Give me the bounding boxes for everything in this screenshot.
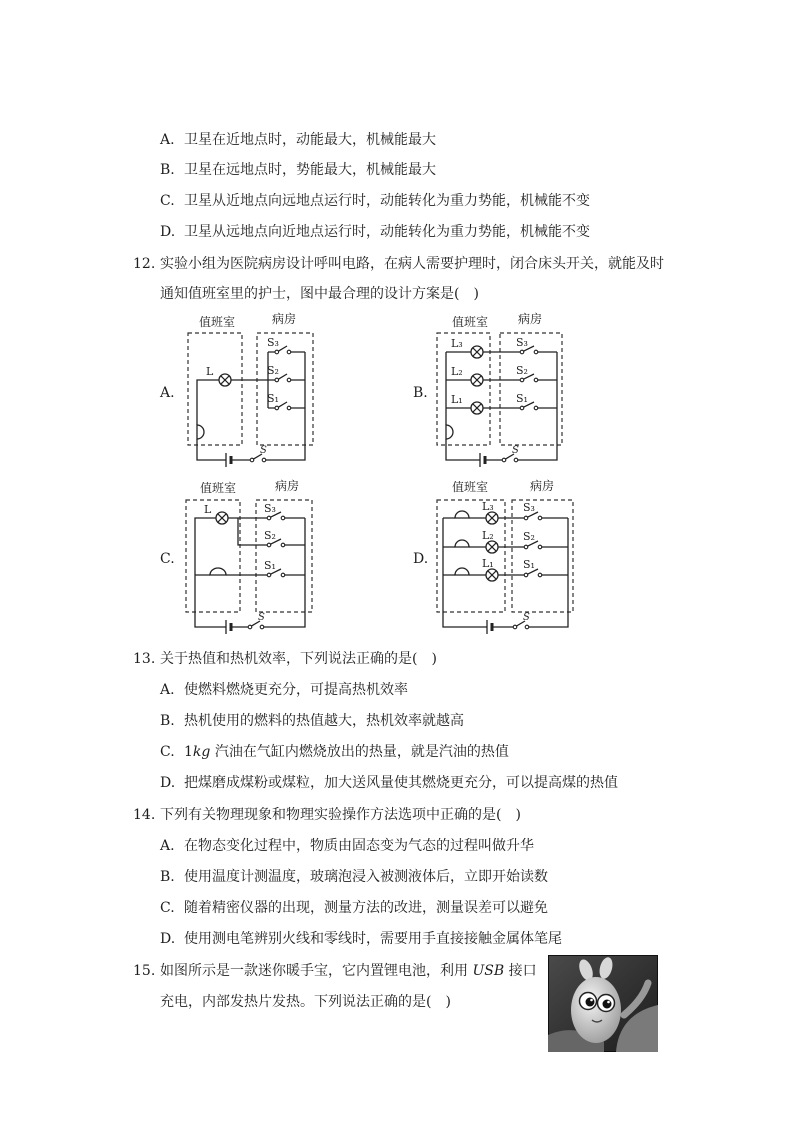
option-label: C. xyxy=(160,744,175,760)
switch-label: S₃ xyxy=(264,502,276,515)
diagram-label-b: B. xyxy=(413,385,428,401)
option-text: 使燃料燃烧更充分，可提高热机效率 xyxy=(184,682,408,698)
ward-label: 病房 xyxy=(271,312,297,326)
option-text: 使用温度计测温度，玻璃泡浸入被测液体后，立即开始读数 xyxy=(184,869,548,885)
stem-text: 接口 xyxy=(504,963,537,979)
option-text: 卫星在近地点时，动能最大，机械能最大 xyxy=(184,132,436,148)
switch-label: S₃ xyxy=(523,501,535,514)
main-switch-label: S xyxy=(260,445,267,456)
option-label: B. xyxy=(160,162,175,178)
question-number: 13. xyxy=(133,651,156,667)
lamp-label: L₃ xyxy=(451,337,463,350)
bell-icon xyxy=(197,425,204,439)
bell-icon xyxy=(455,511,469,518)
main-switch-label: S xyxy=(512,445,519,456)
option-label: A. xyxy=(160,682,175,698)
q14-stem: 下列有关物理现象和物理实验操作方法选项中正确的是( ) xyxy=(160,807,521,823)
option-label: D. xyxy=(160,775,176,791)
battery-icon xyxy=(480,453,485,467)
main-switch-label: S xyxy=(258,612,265,623)
ward-label: 病房 xyxy=(529,479,555,493)
option-label: B. xyxy=(160,869,175,885)
q13-option-d xyxy=(160,773,618,793)
option-number: 1 xyxy=(184,744,193,760)
question-number: 12. xyxy=(133,256,156,272)
stem-text: 如图所示是一款迷你暖手宝，它内置锂电池，利用 xyxy=(160,963,473,979)
lamp-label: L xyxy=(206,365,214,378)
switch-label: S₂ xyxy=(523,530,535,543)
bell-icon xyxy=(455,568,469,575)
switch-label: S₁ xyxy=(516,392,528,405)
option-text: 使用测电笔辨别火线和零线时，需要用手直接接触金属体笔尾 xyxy=(184,931,562,947)
q13-stem: 关于热值和热机效率，下列说法正确的是( ) xyxy=(160,651,437,667)
q11-option-b xyxy=(160,160,436,180)
option-label: A. xyxy=(160,838,175,854)
option-text: 把煤磨成煤粉或煤粒，加大送风量使其燃烧更充分，可以提高煤的热值 xyxy=(184,775,618,791)
ward-label: 病房 xyxy=(517,312,543,326)
hand-warmer-photo xyxy=(548,955,658,1052)
duty-room-label: 值班室 xyxy=(451,480,489,494)
duty-room-box xyxy=(188,333,242,445)
option-text: 在物态变化过程中，物质由固态变为气态的过程叫做升华 xyxy=(184,838,534,854)
q13-option-c xyxy=(160,742,509,762)
lamp-icon xyxy=(486,541,498,553)
lamp-label: L₂ xyxy=(451,365,463,378)
option-text: 卫星从远地点向近地点运行时，动能转化为重力势能，机械能不变 xyxy=(184,224,590,240)
q11-option-c xyxy=(160,191,590,211)
diagram-label-d: D. xyxy=(413,551,429,567)
option-text xyxy=(184,742,509,762)
bell-icon xyxy=(210,568,226,575)
q15-stem-line-1 xyxy=(160,961,537,981)
switch-label: S₁ xyxy=(264,559,276,572)
option-label: C. xyxy=(160,900,175,916)
option-text: 热机使用的燃料的热值越大，热机效率就越高 xyxy=(184,713,464,729)
q12-stem-line-2: 通知值班室里的护士，图中最合理的设计方案是( ) xyxy=(160,286,479,302)
ward-box xyxy=(500,333,562,445)
option-text-rest: 汽油在气缸内燃烧放出的热量，就是汽油的热值 xyxy=(210,744,509,760)
duty-room-label: 值班室 xyxy=(198,315,236,329)
circuit-diagram-a xyxy=(180,312,320,472)
question-number: 15. xyxy=(133,963,156,979)
q14-option-c xyxy=(160,898,548,918)
option-label: A. xyxy=(160,132,175,148)
bell-icon xyxy=(446,425,453,439)
lamp-icon xyxy=(486,512,498,524)
ward-box xyxy=(512,500,573,612)
duty-room-box xyxy=(186,500,240,612)
option-label: D. xyxy=(160,931,176,947)
q14-option-a xyxy=(160,836,534,856)
q14-option-d xyxy=(160,929,562,949)
switch-label: S₂ xyxy=(516,364,528,377)
stem-term: USB xyxy=(472,963,505,979)
question-number: 14. xyxy=(133,807,156,823)
lamp-icon xyxy=(471,402,483,414)
lamp-icon xyxy=(216,512,228,524)
lamp-label: L₂ xyxy=(482,529,494,542)
q11-option-d xyxy=(160,222,590,242)
duty-room-label: 值班室 xyxy=(199,481,237,495)
lamp-icon xyxy=(471,374,483,386)
option-label: C. xyxy=(160,193,175,209)
q13-option-b xyxy=(160,711,464,731)
lamp-icon xyxy=(486,569,498,581)
switch-label: S₁ xyxy=(523,558,535,571)
option-label: D. xyxy=(160,224,176,240)
option-text: 卫星从近地点向远地点运行时，动能转化为重力势能，机械能不变 xyxy=(184,193,590,209)
q11-option-a xyxy=(160,130,436,150)
switch-label: S₃ xyxy=(516,336,528,349)
diagram-label-c: C. xyxy=(160,551,175,567)
lamp-icon xyxy=(219,374,231,386)
battery-icon xyxy=(487,620,492,634)
lamp-label: L xyxy=(204,503,212,516)
duty-room-label: 值班室 xyxy=(451,315,489,329)
circuit-diagram-c xyxy=(180,478,320,638)
lamp-label: L₁ xyxy=(451,393,463,406)
option-label: B. xyxy=(160,713,175,729)
lamp-label: L₃ xyxy=(482,500,494,513)
q15-stem-line-2: 充电，内部发热片发热。下列说法正确的是( ) xyxy=(160,994,451,1010)
battery-icon xyxy=(226,453,231,467)
switch-label: S₂ xyxy=(264,529,276,542)
option-unit: kg xyxy=(192,744,211,760)
ward-label: 病房 xyxy=(274,479,300,493)
lamp-label: L₁ xyxy=(482,557,494,570)
q12-stem-line-1: 实验小组为医院病房设计呼叫电路，在病人需要护理时，闭合床头开关，就能及时 xyxy=(160,256,664,272)
battery-icon xyxy=(226,620,231,634)
lamp-icon xyxy=(471,346,483,358)
q14-option-b xyxy=(160,867,548,887)
diagram-label-a: A. xyxy=(160,385,175,401)
main-switch-label: S xyxy=(523,612,530,623)
q13-option-a xyxy=(160,680,408,700)
switch-label: S₂ xyxy=(267,364,279,377)
bell-icon xyxy=(455,540,469,547)
circuit-diagram-b xyxy=(432,312,572,472)
option-text: 卫星在远地点时，势能最大，机械能最大 xyxy=(184,162,436,178)
option-text: 随着精密仪器的出现，测量方法的改进，测量误差可以避免 xyxy=(184,900,548,916)
switch-label: S₁ xyxy=(267,392,279,405)
circuit-diagram-d xyxy=(432,478,582,638)
switch-label: S₃ xyxy=(267,336,279,349)
